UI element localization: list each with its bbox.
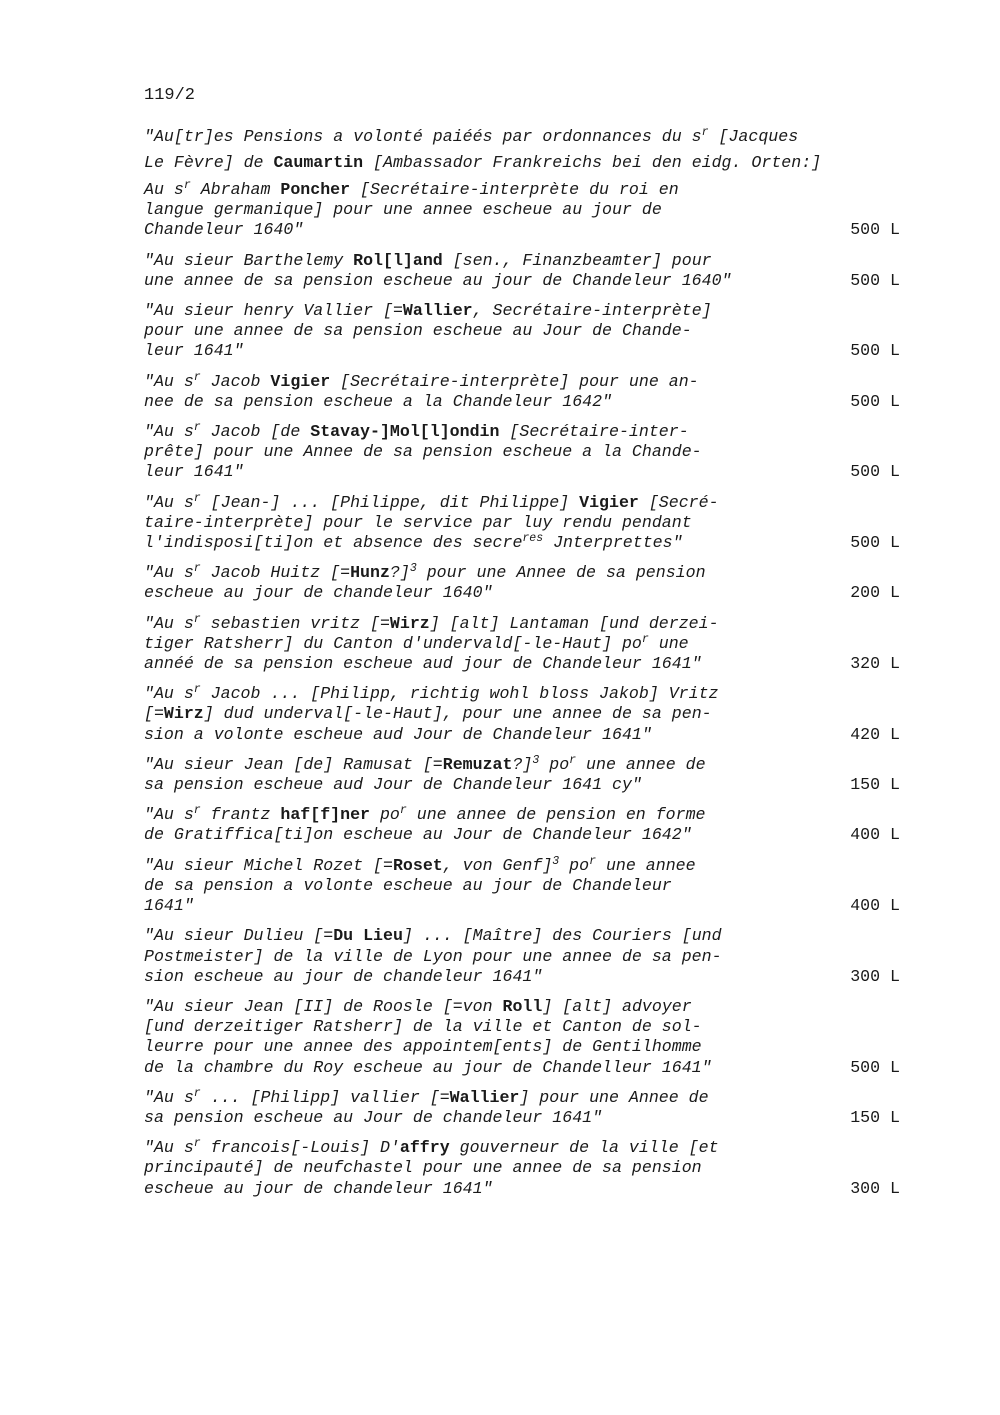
text-segment: Au s	[144, 180, 184, 199]
text-segment: "Au s	[144, 422, 194, 442]
text-line	[144, 805, 806, 825]
text-segment: 1641"	[144, 896, 194, 916]
text-segment: de Gratiffica[ti]on escheue au Jour de Chandeleur 1642"	[144, 825, 692, 845]
superscript: r	[193, 370, 201, 384]
text-segment: sa pension escheue au Jour de chandeleur 1641"	[144, 1107, 603, 1127]
name-bold: Wirz	[389, 613, 430, 633]
name-bold: Stavay-]Mol[l]ondin	[310, 422, 500, 442]
text-line	[144, 124, 904, 150]
pension-entry	[144, 180, 904, 241]
text-line	[144, 1088, 806, 1108]
text-line	[144, 725, 806, 745]
superscript: r	[183, 179, 191, 192]
text-segment: , Secrétaire-interprète]	[472, 301, 712, 321]
entry-amount: 500 L	[850, 220, 900, 240]
superscript: 3	[532, 753, 540, 767]
text-segment: [sen., Finanzbeamter] pour	[442, 250, 712, 270]
text-line	[144, 967, 806, 987]
text-segment: ] dud underval[-le-Haut], pour une annee de sa pen-	[203, 704, 712, 724]
entry-text	[144, 422, 806, 483]
pension-entry	[144, 563, 904, 603]
text-segment: , von Genf]	[442, 855, 553, 875]
text-segment: "Au sieur Michel Rozet [=	[144, 855, 393, 875]
text-segment: tiger Ratsherr] du Canton d'undervald[-le-Haut] po	[144, 633, 642, 653]
superscript: res	[522, 532, 544, 546]
text-segment: pour une annee de sa pension escheue au Jour de Chande-	[144, 321, 692, 341]
text-line	[144, 684, 806, 704]
text-segment: annéé de sa pension escheue aud jour de Chandeleur 1641"	[144, 654, 702, 674]
name-bold: Wallier	[402, 301, 473, 321]
text-line	[144, 825, 806, 845]
text-segment: [Secrétaire-interprète] pour une an-	[330, 371, 699, 391]
text-segment: pour une Annee de sa pension	[416, 563, 706, 583]
text-line	[144, 856, 806, 876]
entry-text	[144, 301, 806, 362]
pension-entry	[144, 372, 904, 412]
entry-amount: 400 L	[850, 896, 900, 916]
entry-container	[144, 180, 904, 1199]
entry-text	[144, 1088, 806, 1128]
entry-text	[144, 684, 806, 745]
text-segment: prête] pour une Annee de sa pension escheue a la Chande-	[144, 442, 702, 462]
name-bold: Remuzat	[442, 754, 513, 774]
name-bold: haf[f]ner	[280, 805, 370, 825]
text-segment: Le Fèvre] de	[144, 153, 274, 172]
text-segment: "Au s	[144, 492, 194, 512]
text-line	[144, 947, 806, 967]
text-line	[144, 1037, 806, 1057]
text-segment: une annee de pension en forme	[406, 805, 706, 825]
text-line	[144, 704, 806, 724]
page-number: 119/2	[144, 86, 196, 105]
superscript: r	[193, 612, 201, 626]
text-segment: "Au sieur Jean [de] Ramusat [=	[144, 754, 443, 774]
entry-amount: 150 L	[850, 775, 900, 795]
entry-amount: 320 L	[850, 654, 900, 674]
text-line	[144, 1158, 806, 1178]
text-segment: "Au sieur Dulieu [=	[144, 926, 334, 946]
text-segment: Jacob ... [Philipp, richtig wohl bloss Jakob] Vritz	[200, 684, 719, 704]
entry-text	[144, 180, 806, 241]
text-segment: taire-interprète] pour le service par luy rendu pendant	[144, 512, 692, 532]
text-segment: ... [Philipp] vallier [=	[200, 1087, 450, 1107]
text-segment: leur 1641"	[144, 341, 244, 361]
name-bold: Roll	[502, 996, 543, 1016]
entry-text	[144, 493, 806, 554]
text-line	[144, 372, 806, 392]
entry-text	[144, 755, 806, 795]
entry-amount: 500 L	[850, 270, 900, 290]
entry-text	[144, 1138, 806, 1199]
text-segment: "Au sieur Jean [II] de Roosle [=von	[144, 996, 503, 1016]
text-segment: sa pension escheue aud Jour de Chandeleur 1641 cy"	[144, 775, 642, 795]
text-segment: [und derzeitiger Ratsherr] de la ville et Canton de sol-	[144, 1017, 702, 1037]
text-line	[144, 563, 806, 583]
text-line	[144, 200, 806, 220]
text-segment: une annee	[595, 855, 696, 875]
name-bold: affry	[399, 1138, 450, 1158]
text-segment: po	[559, 855, 590, 875]
text-line	[144, 997, 806, 1017]
entry-amount: 500 L	[850, 341, 900, 361]
superscript: 3	[552, 854, 560, 868]
name-bold: Vigier	[270, 371, 331, 391]
text-line	[144, 755, 806, 775]
text-line	[144, 775, 806, 795]
entry-amount: 200 L	[850, 583, 900, 603]
text-line	[144, 422, 806, 442]
pension-list	[144, 124, 904, 1209]
text-segment: sion escheue au jour de chandeleur 1641"	[144, 966, 543, 986]
text-line	[144, 1058, 806, 1078]
name-bold: Du Lieu	[333, 926, 403, 946]
text-line	[144, 654, 806, 674]
entry-text	[144, 372, 806, 412]
text-line	[144, 301, 806, 321]
entry-amount: 500 L	[850, 462, 900, 482]
name-bold: Wirz	[163, 704, 204, 724]
text-segment: [Ambassador Frankreichs bei den eidg. Orten:]	[363, 153, 822, 172]
text-segment: Jacob	[200, 371, 271, 391]
text-line	[144, 341, 806, 361]
pension-entry	[144, 1088, 904, 1128]
pension-entry	[144, 684, 904, 745]
text-segment: "Au s	[144, 371, 194, 391]
pension-entry	[144, 493, 904, 554]
entry-amount: 150 L	[850, 1107, 900, 1127]
text-segment: leurre pour une annee des appointem[ents] de Gentilhomme	[144, 1037, 702, 1057]
pension-entry	[144, 755, 904, 795]
pension-entry	[144, 926, 904, 987]
text-segment: "Au s	[144, 563, 194, 583]
superscript: r	[193, 1137, 201, 1151]
entry-text	[144, 251, 806, 291]
text-line	[144, 614, 806, 634]
text-line	[144, 926, 806, 946]
text-segment: principauté] de neufchastel pour une annee de sa pension	[144, 1158, 702, 1178]
name-bold: Roset	[392, 855, 443, 875]
text-line	[144, 583, 806, 603]
text-line	[144, 493, 806, 513]
text-segment: une	[648, 633, 689, 653]
text-line	[144, 1017, 806, 1037]
text-segment: Jnterprettes"	[543, 533, 683, 553]
text-line	[144, 392, 806, 412]
text-segment: "Au s	[144, 613, 194, 633]
text-line	[144, 220, 806, 240]
text-segment: "Au sieur henry Vallier [=	[144, 301, 403, 321]
text-line	[144, 1138, 806, 1158]
text-segment: ] pour une Annee de	[519, 1087, 709, 1107]
text-segment: une annee de	[576, 754, 706, 774]
pension-entry	[144, 856, 904, 917]
entry-amount: 300 L	[850, 966, 900, 986]
entry-amount: 300 L	[850, 1178, 900, 1198]
superscript: r	[193, 421, 201, 435]
name-bold: Caumartin	[273, 153, 364, 172]
superscript: r	[193, 491, 201, 505]
entry-text	[144, 997, 806, 1078]
text-segment: Abraham	[190, 180, 281, 199]
entry-amount: 500 L	[850, 1057, 900, 1077]
text-segment: [Jean-] ... [Philippe, dit Philippe]	[200, 492, 580, 512]
text-segment: [Secrétaire-interprète du roi en	[350, 180, 679, 199]
text-segment: "Au[tr]es Pensions a volonté paiéés par ordonnances du s	[144, 127, 702, 146]
text-segment: Jacob [de	[200, 422, 311, 442]
superscript: r	[641, 632, 649, 646]
pension-entry	[144, 301, 904, 362]
text-segment: gouverneur de la ville [et	[449, 1138, 719, 1158]
text-segment: francois[-Louis] D'	[200, 1138, 400, 1158]
text-line	[144, 896, 806, 916]
pension-entry	[144, 614, 904, 675]
text-segment: ?]	[512, 754, 533, 774]
superscript: r	[193, 562, 201, 576]
text-segment: "Au s	[144, 1138, 194, 1158]
text-segment: "Au sieur Barthelemy	[144, 250, 354, 270]
text-segment: une annee de sa pension escheue au jour de Chandeleur 1640"	[144, 270, 732, 290]
entry-amount: 400 L	[850, 825, 900, 845]
text-segment: ] [alt] advoyer	[542, 996, 692, 1016]
name-bold: Poncher	[280, 180, 351, 199]
name-bold: Vigier	[579, 492, 639, 512]
entry-text	[144, 856, 806, 917]
text-segment: de sa pension a volonte escheue au jour de Chandeleur	[144, 875, 672, 895]
text-line	[144, 1108, 806, 1128]
text-segment: nee de sa pension escheue a la Chandeleur 1642"	[144, 391, 613, 411]
text-segment: "Au s	[144, 805, 194, 825]
text-line	[144, 442, 806, 462]
pension-entry	[144, 251, 904, 291]
text-segment: Postmeister] de la ville de Lyon pour une annee de sa pen-	[144, 946, 722, 966]
text-segment: Chandeleur 1640"	[144, 220, 304, 240]
text-segment: leur 1641"	[144, 462, 244, 482]
superscript: 3	[409, 562, 417, 576]
superscript: r	[701, 126, 709, 139]
entry-amount: 500 L	[850, 391, 900, 411]
entry-amount: 420 L	[850, 724, 900, 744]
text-segment: [Secrétaire-inter-	[499, 422, 689, 442]
superscript: r	[589, 854, 596, 868]
name-bold: Rol[l]and	[353, 250, 443, 270]
text-line	[144, 533, 806, 553]
text-line	[144, 180, 806, 200]
text-line	[144, 271, 806, 291]
text-segment: frantz	[200, 805, 281, 825]
entry-amount: 500 L	[850, 533, 900, 553]
text-segment: langue germanique] pour une annee escheue au jour de	[144, 200, 662, 220]
section-heading	[144, 124, 904, 176]
pension-entry	[144, 1138, 904, 1199]
text-segment: po	[539, 754, 570, 774]
text-segment: sebastien vritz [=	[200, 613, 390, 633]
text-line	[144, 251, 806, 271]
text-segment: ] [alt] Lantaman [und derzei-	[429, 613, 719, 633]
text-line	[144, 321, 806, 341]
text-segment: l'indisposi[ti]on et absence des secre	[144, 533, 523, 553]
text-segment: sion a volonte escheue aud Jour de Chandeleur 1641"	[144, 724, 652, 744]
pension-entry	[144, 805, 904, 845]
superscript: r	[193, 1086, 201, 1100]
superscript: r	[193, 683, 201, 697]
pension-entry	[144, 422, 904, 483]
text-segment: ] ... [Maître] des Couriers [und	[402, 926, 722, 946]
text-line	[144, 1179, 806, 1199]
name-bold: Hunz	[350, 563, 390, 583]
text-segment: Jacob Huitz [=	[200, 563, 351, 583]
text-segment: po	[370, 805, 400, 825]
text-segment: escheue au jour de chandeleur 1640"	[144, 583, 493, 603]
pension-entry	[144, 997, 904, 1078]
text-segment: ?]	[389, 563, 410, 583]
text-line	[144, 876, 806, 896]
text-segment: de la chambre du Roy escheue au jour de Chandelleur 1641"	[144, 1057, 712, 1077]
text-segment: [Jacques	[708, 127, 799, 146]
text-line	[144, 462, 806, 482]
text-segment: "Au s	[144, 1087, 194, 1107]
text-line	[144, 150, 904, 176]
text-line	[144, 634, 806, 654]
superscript: r	[569, 753, 577, 767]
superscript: r	[399, 804, 407, 818]
text-segment: "Au s	[144, 684, 194, 704]
entry-text	[144, 614, 806, 675]
name-bold: Wallier	[449, 1087, 520, 1107]
text-line	[144, 513, 806, 533]
entry-text	[144, 563, 806, 603]
text-segment: escheue au jour de chandeleur 1641"	[144, 1178, 493, 1198]
superscript: r	[193, 804, 201, 818]
entry-text	[144, 926, 806, 987]
entry-text	[144, 805, 806, 845]
text-segment: [Secré-	[638, 492, 719, 512]
text-segment: [=	[144, 704, 164, 724]
